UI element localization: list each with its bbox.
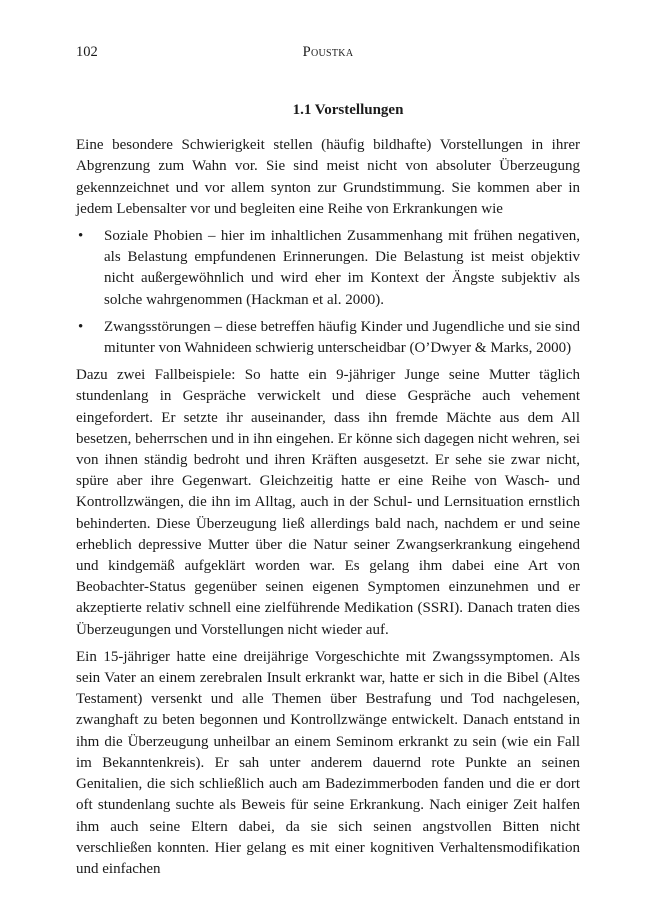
bullet-text-social-phobia: Soziale Phobien – hier im inhaltlichen Zusammenhang mit frühen negativen, als Belastung empfundenen Erinnerungen. Die Belastung ist meist objektiv nicht außergewöhnlich und wird eher im Kontext der Ängste subjektiv als solche wahrgenommen (Hackman et al. 2000).: [104, 228, 580, 308]
case-example-2-paragraph: Ein 15-jähriger hatte eine dreijährige Vorgeschichte mit Zwangssymptomen. Als sein Vater an einem zerebralen Insult erkrankt war, hatte er sich in die Bibel (Altes Testament) versenkt und alle Themen über Bestrafung und Tod nachgelesen, zwanghaft zu beten begonnen und Kontrollzwänge entwickelt. Danach entstand in ihm die Überzeugung unheilbar an einem Seminom erkrankt zu sein (wie ein Fall im Bekanntenkreis). Er sah unter anderem dauernd rote Punkte an seinen Genitalien, die sich schließlich auch am Badezimmerboden fanden und die er dort oft stundenlang suchte als Beweis für seine Erkrankung. Nach einiger Zeit halfen ihm auch seine Eltern dabei, da sie sich seinen angstvollen Bitten nicht verschließen konnten. Hier gelang es mit einer kognitiven Verhaltensmodifikation und einfachen: [76, 648, 580, 877]
list-item: [76, 226, 580, 311]
running-head: [76, 44, 580, 66]
bullet-text-ocd: Zwangsstörungen – diese betreffen häufig Kinder und Jugendliche und sie sind mitunter von Wahnideen schwierig unterscheidbar (O’Dwyer & Marks, 2000): [104, 318, 580, 357]
section-title: 1.1 Vorstellungen: [292, 102, 404, 118]
bullet-list: [76, 226, 580, 359]
bullet-icon: •: [78, 318, 84, 335]
case-example-1-paragraph: Dazu zwei Fallbeispiele: So hatte ein 9-jähriger Junge seine Mutter täglich stundenlang in Gespräche verwickelt und diese Gespräche auch vehement eingefordert. Er setzte ihr auseinander, dass ihn fremde Mächte aus dem All besetzen, beherrschen und in ihn eingehen. Er könne sich dagegen nicht wehren, sei von ihnen ständig bedroht und ihren Kräften ausgesetzt. Er sehe sie zwar nicht, spüre aber ihre Gegenwart. Gleichzeitig hatte er eine Reihe von Wasch- und Kontrollzwängen, die ihn im Alltag, auch in der Schul- und Lernsituation ernstlich behinderten. Diese Überzeugung ließ allerdings bald nach, nachdem er und seine erheblich depressive Mutter über die Natur seiner Zwangserkrankung eingehend und kindgemäß aufgeklärt worden war. Es gelang ihm dabei eine Art von Beobachter-Status gegenüber seinen eigenen Symptomen einzunehmen und er akzeptierte relativ schnell eine zielführende Medikation (SSRI). Danach traten dies Überzeugungen und Vorstellungen nicht wieder auf.: [76, 367, 580, 638]
main-text: [76, 100, 580, 886]
page-number: 102: [76, 44, 98, 60]
bullet-icon: •: [78, 228, 84, 245]
running-title: Poustka: [302, 44, 354, 60]
list-item: [76, 317, 580, 359]
intro-paragraph: Eine besondere Schwierigkeit stellen (häufig bildhafte) Vorstellungen in ihrer Abgrenzung zum Wahn vor. Sie sind meist nicht von absoluter Überzeugung gekennzeichnet und vor allem synton zur Grundstimmung. Sie kommen aber in jedem Lebensalter vor und begleiten eine Reihe von Erkrankungen wie: [76, 137, 580, 217]
